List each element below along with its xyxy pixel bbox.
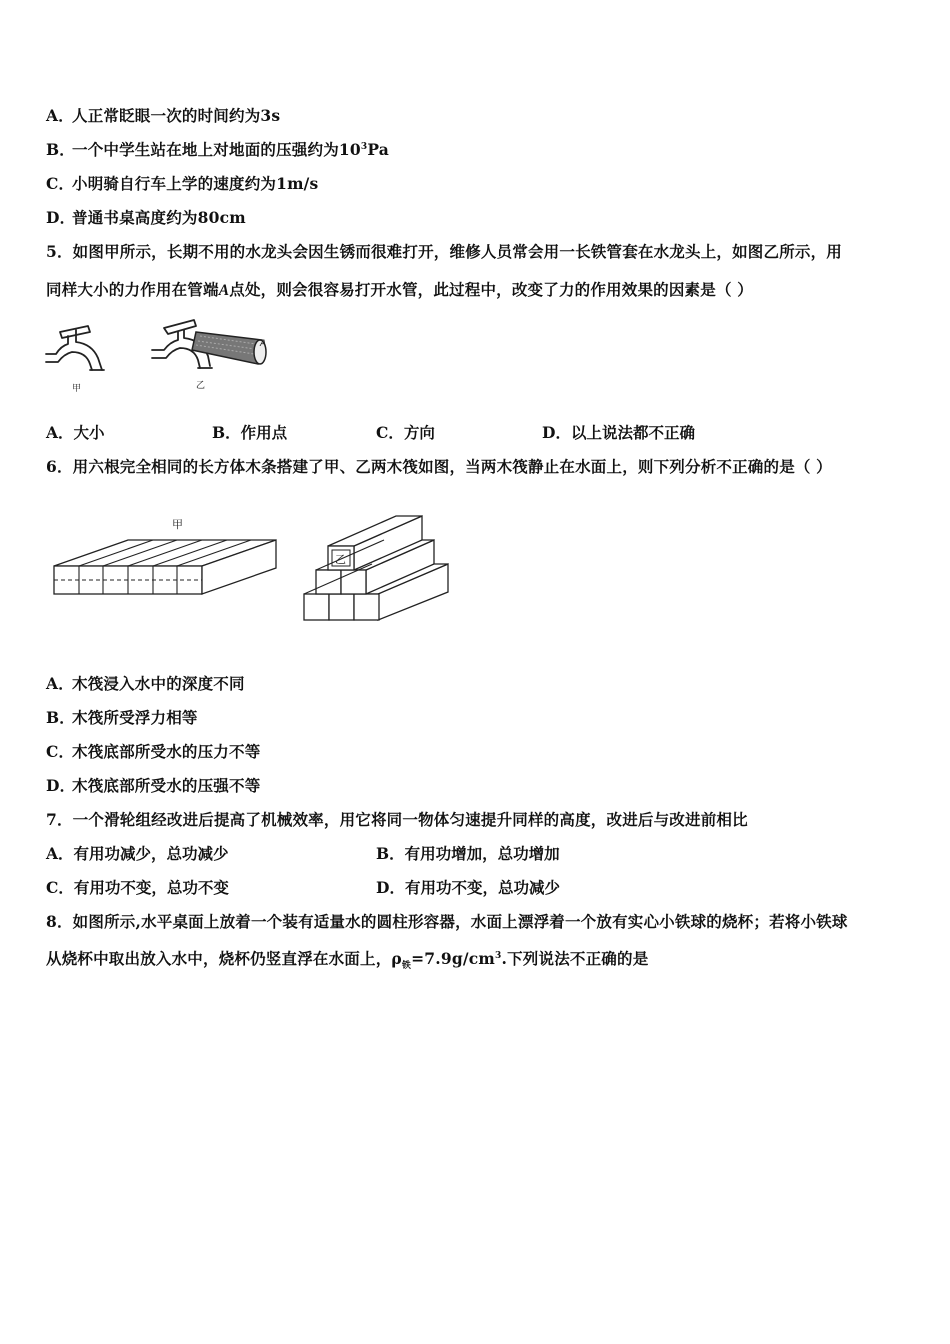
option-label: D． bbox=[376, 878, 405, 897]
stem-text: 从烧杯中取出放入水中，烧杯仍竖直浮在水面上， bbox=[46, 949, 392, 968]
option-text: 木筏浸入水中的深度不同 bbox=[72, 674, 245, 693]
q4-option-d bbox=[46, 206, 246, 228]
rho-symbol: ρ bbox=[391, 949, 402, 968]
raft-figure-yi bbox=[300, 508, 452, 624]
option-label: C． bbox=[376, 423, 404, 442]
option-label: C． bbox=[46, 174, 75, 193]
stem-text: 点处，则会很容易打开水管，此过程中，改变了力的作用效果的因素是（ ） bbox=[229, 280, 753, 299]
stem-text: 同样大小的力作用在管端 bbox=[46, 280, 219, 299]
option-label: D． bbox=[542, 423, 571, 442]
q8-stem-line1: 8．如图所示,水平桌面上放着一个装有适量水的圆柱形容器，水面上漂浮着一个放有实心小铁球的烧杯；若将小铁球 bbox=[46, 912, 848, 931]
q7-option-a bbox=[46, 842, 229, 864]
figure-label-jia: 甲 bbox=[72, 384, 82, 394]
q6-option-d bbox=[46, 774, 260, 796]
option-text: 有用功增加，总功增加 bbox=[404, 844, 560, 863]
option-text: 木筏底部所受水的压强不等 bbox=[72, 776, 261, 795]
figure-label-yi: 乙 bbox=[335, 553, 346, 566]
option-text: 木筏底部所受水的压力不等 bbox=[72, 742, 261, 761]
figure-label-yi: 乙 bbox=[196, 381, 206, 391]
q7-option-c bbox=[46, 876, 229, 898]
rho-subscript: 铁 bbox=[401, 961, 412, 972]
option-text: 有用功不变，总功不变 bbox=[73, 878, 229, 897]
figure-label-jia: 甲 bbox=[172, 518, 183, 531]
q6-stem: 6．用六根完全相同的长方体木条搭建了甲、乙两木筏如图，当两木筏静止在水面上，则下列分析不正确的是（ ） bbox=[46, 457, 832, 476]
option-label: D． bbox=[46, 776, 76, 795]
q6-option-a bbox=[46, 672, 245, 694]
q5-stem-line2 bbox=[46, 278, 753, 300]
q7-stem: 7．一个滑轮组经改进后提高了机械效率，用它将同一物体匀速提升同样的高度，改进后与改进前相比 bbox=[46, 810, 748, 829]
option-text: 一个中学生站在地上对地面的压强约为10 bbox=[72, 140, 361, 159]
option-label: D． bbox=[46, 208, 76, 227]
q4-option-b bbox=[46, 138, 389, 160]
raft-figure-jia bbox=[54, 510, 282, 600]
option-label: B． bbox=[46, 708, 76, 727]
option-text: 以上说法都不正确 bbox=[570, 423, 695, 442]
option-text: 有用功减少，总功减少 bbox=[73, 844, 229, 863]
option-text: 大小 bbox=[73, 423, 105, 442]
option-text: 有用功不变，总功减少 bbox=[404, 878, 560, 897]
exponent: 3 bbox=[360, 141, 368, 152]
q5-option-d bbox=[542, 421, 695, 443]
q5-option-b bbox=[212, 421, 287, 443]
iron-pipe bbox=[192, 332, 266, 364]
option-text: 普通书桌高度约为80cm bbox=[72, 208, 246, 227]
point-a: A bbox=[218, 282, 230, 299]
option-label: A． bbox=[46, 423, 74, 442]
unit: Pa bbox=[367, 140, 390, 159]
option-label: B． bbox=[212, 423, 241, 442]
option-text: 方向 bbox=[403, 423, 435, 442]
q4-option-c bbox=[46, 172, 318, 194]
option-label: B． bbox=[46, 140, 76, 159]
option-text: 木筏所受浮力相等 bbox=[72, 708, 198, 727]
faucet-figure-jia bbox=[44, 322, 114, 394]
option-text: 作用点 bbox=[240, 423, 288, 442]
q5-option-a bbox=[46, 421, 105, 443]
option-label: C． bbox=[46, 878, 74, 897]
stem-text: .下列说法不正确的是 bbox=[501, 949, 649, 968]
option-label: C． bbox=[46, 742, 75, 761]
q7-option-b bbox=[376, 842, 560, 864]
option-text: 小明骑自行车上学的速度约为1m/s bbox=[72, 174, 319, 193]
q4-option-a bbox=[46, 104, 280, 126]
figure-point-a: A bbox=[260, 339, 267, 349]
option-label: B． bbox=[376, 844, 405, 863]
stem-text: =7.9g/cm bbox=[411, 949, 496, 968]
option-label: A． bbox=[46, 844, 74, 863]
faucet-figure-yi bbox=[150, 308, 278, 394]
q7-option-d bbox=[376, 876, 560, 898]
q6-option-c bbox=[46, 740, 260, 762]
q5-stem-line1: 5．如图甲所示，长期不用的水龙头会因生锈而很难打开，维修人员常会用一长铁管套在水龙头上，如图乙所示，用 bbox=[46, 242, 842, 261]
option-label: A． bbox=[46, 674, 74, 693]
q6-option-b bbox=[46, 706, 198, 728]
q5-option-c bbox=[376, 421, 435, 443]
option-label: A． bbox=[46, 106, 74, 125]
q8-stem-line2 bbox=[46, 947, 649, 972]
option-text: 人正常眨眼一次的时间约为3s bbox=[72, 106, 281, 125]
exponent: 3 bbox=[495, 950, 502, 961]
